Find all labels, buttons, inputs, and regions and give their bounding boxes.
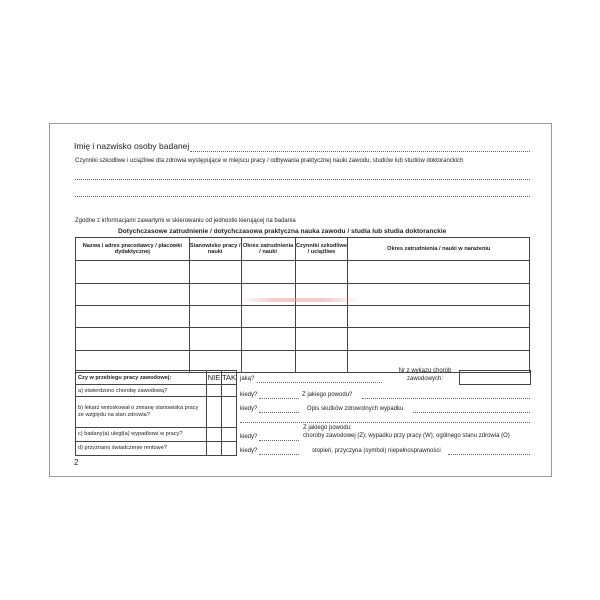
referral-note: Zgodne z informacjami zawartymi w skierowaniu od jednostki kierującej na badania: [75, 218, 296, 224]
question-a: a) stwierdzono chorobę zawodową?: [76, 385, 207, 397]
accident-desc-line-2[interactable]: [240, 422, 530, 423]
questions-header: Czy w przebiegu pracy zawodowej:: [76, 371, 207, 385]
when-label-3: kiedy?: [240, 434, 258, 440]
table-row[interactable]: [76, 306, 530, 328]
register-label: Nr z wykazu chorób zawodowych:: [398, 368, 452, 382]
question-d: d) przyznano świadczenie rentowe?: [76, 441, 207, 455]
question-d-no[interactable]: [207, 441, 222, 455]
page-number: 2: [74, 458, 79, 467]
accident-desc-label: Opis skutków zdrowotnych wypadku: [307, 406, 404, 412]
reason-label-2: Z jakiego powodu:: [303, 425, 352, 431]
disability-label: stopień, przyczyna (symbol) niepełnosprawności: [312, 448, 441, 454]
question-b-yes[interactable]: [221, 397, 236, 427]
header-employer: Nazwa i adres pracodawcy / placówki dydaktycznej: [76, 238, 190, 261]
name-label: Imię i nazwisko osoby badanej: [74, 141, 190, 151]
when-label-2: kiedy?: [240, 406, 258, 412]
factors-label: Czynniki szkodliwe i uciążliwe dla zdrowia występujące w miejscu pracy / odbywania praktycznej nauki zawodu, studiów lub studiów doktoranckich: [75, 158, 464, 164]
table-row[interactable]: [76, 328, 530, 350]
factors-line-2[interactable]: [75, 196, 530, 197]
question-b-no[interactable]: [207, 397, 222, 427]
table-row[interactable]: [76, 261, 530, 283]
reason-options: choroby zawodowej (Z); wypadku przy pracy (W); ogólnego stanu zdrowia (O): [303, 433, 510, 439]
questions-table: [75, 370, 237, 456]
question-d-yes[interactable]: [221, 441, 236, 455]
when-label-1: kiedy?: [240, 392, 258, 398]
accident-desc-field[interactable]: [413, 412, 530, 413]
yes-header: TAK: [221, 371, 236, 385]
question-c-yes[interactable]: [221, 427, 236, 441]
which-label: jaką?: [240, 376, 255, 382]
question-a-yes[interactable]: [221, 385, 236, 397]
factors-line-1[interactable]: [75, 179, 530, 180]
table-row[interactable]: [76, 283, 530, 305]
history-title: Dotychczasowe zatrudnienie / dotychczasowa praktyczna nauka zawodu / studia lub studia doktoranckie: [118, 228, 447, 235]
employment-history-table: [75, 237, 530, 373]
question-b: b) lekarz wnioskował o zmianę stanowiska pracy ze względu na stan zdrowia?: [76, 397, 207, 427]
question-c-no[interactable]: [207, 427, 222, 441]
header-period: Okres zatrudnienia / nauki: [241, 238, 295, 261]
question-a-no[interactable]: [207, 385, 222, 397]
header-factors: Czynniki szkodliwe / uciążliwe: [295, 238, 348, 261]
when-field-3[interactable]: [259, 440, 299, 441]
table-header-row: [76, 238, 530, 261]
header-exposure-period: Okres zatrudnienia / nauki w narażeniu: [348, 238, 530, 261]
header-position: Stanowisko pracy / nauki: [189, 238, 241, 261]
reason-label-1: Z jakiego powodu?: [302, 392, 353, 398]
watermark-strip: [240, 298, 360, 302]
when-field-1[interactable]: [259, 398, 299, 399]
no-header: NIE: [207, 371, 222, 385]
register-number-field[interactable]: [459, 370, 531, 385]
when-field-2[interactable]: [259, 412, 299, 413]
reason-field-1[interactable]: [362, 398, 530, 399]
name-field[interactable]: [190, 151, 530, 152]
which-field[interactable]: [257, 382, 382, 383]
when-field-4[interactable]: [259, 454, 299, 455]
question-c: c) badany(a) uległ(a) wypadkowi w pracy?: [76, 427, 207, 441]
disability-field[interactable]: [448, 454, 530, 455]
when-label-4: kiedy?: [240, 448, 258, 454]
